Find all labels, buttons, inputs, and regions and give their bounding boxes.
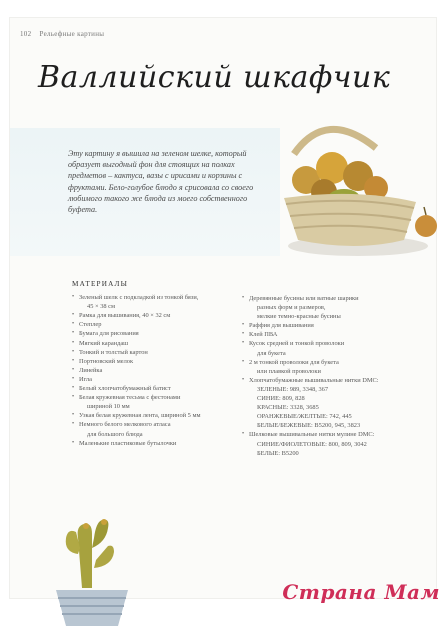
list-item: • Хлопчатобумажные вышивальные нитки DMC: ЗЕЛЕНЫЕ: 989, 3348, 367 СИНИЕ: 809, 828 КРАСНЫЕ: 3328, 3685 ОРАНЖЕВЫЕ/ЖЕЛТЫЕ: 742, 445 БЕЛЫЕ/БЕЖЕВЫЕ: B5200, 945, 3823	[242, 376, 438, 431]
list-item: • Белый хлопчатобумажный батист	[72, 384, 252, 393]
list-item: • Зеленый шелк с подкладкой из тонкой бязи, 45 × 38 см	[72, 293, 252, 311]
materials-list-right	[242, 294, 438, 458]
site-watermark: Страна Мам	[282, 580, 440, 604]
list-item: • Бумага для рисования	[72, 329, 252, 338]
list-item: • Степлер	[72, 320, 252, 329]
list-item: • Узкая белая кружевная лента, шириной 5 мм	[72, 411, 252, 420]
list-item: • Игла	[72, 375, 252, 384]
list-item: • Белая кружевная тесьма с фестонами шириной 10 мм	[72, 393, 252, 411]
book-page	[10, 18, 436, 598]
list-item: • Мягкий карандаш	[72, 339, 252, 348]
section-title: Рельефные картины	[39, 30, 105, 38]
materials-list-left	[72, 280, 252, 448]
list-item: • 2 м тонкой проволоки для букета или плавкой проволоки	[242, 358, 438, 376]
list-item: • Линейка	[72, 366, 252, 375]
fruit-basket-image	[266, 118, 446, 268]
list-item: • Шелковые вышивальные нитки мулине DMC: СИНИЕ/ФИОЛЕТОВЫЕ: 800, 809, 3042 БЕЛЫЕ: B5200	[242, 430, 438, 457]
page-number: 102	[20, 30, 32, 38]
list-item: • Тонкий и толстый картон	[72, 348, 252, 357]
list-item: • Портновский мелок	[72, 357, 252, 366]
list-item: • Немного белого мелкового атласа для большого блюда	[72, 420, 252, 438]
list-item: • Маленькие пластиковые бутылочки	[72, 439, 252, 448]
intro-paragraph: Эту картину я вышила на зеленом шелке, который образует выгодный фон для стоящих на полках предметов – кактуса, вазы с ирисами и корзины с фруктами. Бело-голубое блюдо я срисовала со своего любимого такого же блюда из моего собственного буфета.	[68, 149, 254, 215]
list-item: • Раффия для вышивания	[242, 321, 438, 330]
list-item: • Деревянные бусины или ватные шарики разных форм и размеров, мелкие темно-красные бусины	[242, 294, 438, 321]
list-item: • Кусок средней и тонкой проволоки для букета	[242, 339, 438, 357]
page-title: Валлийский шкафчик	[38, 60, 391, 95]
cactus-pot-image	[42, 498, 142, 628]
list-item: • Клей ПВА	[242, 330, 438, 339]
running-head	[20, 30, 104, 38]
materials-heading: МАТЕРИАЛЫ	[72, 280, 129, 288]
list-item: • Рамка для вышивания, 40 × 32 см	[72, 311, 252, 320]
